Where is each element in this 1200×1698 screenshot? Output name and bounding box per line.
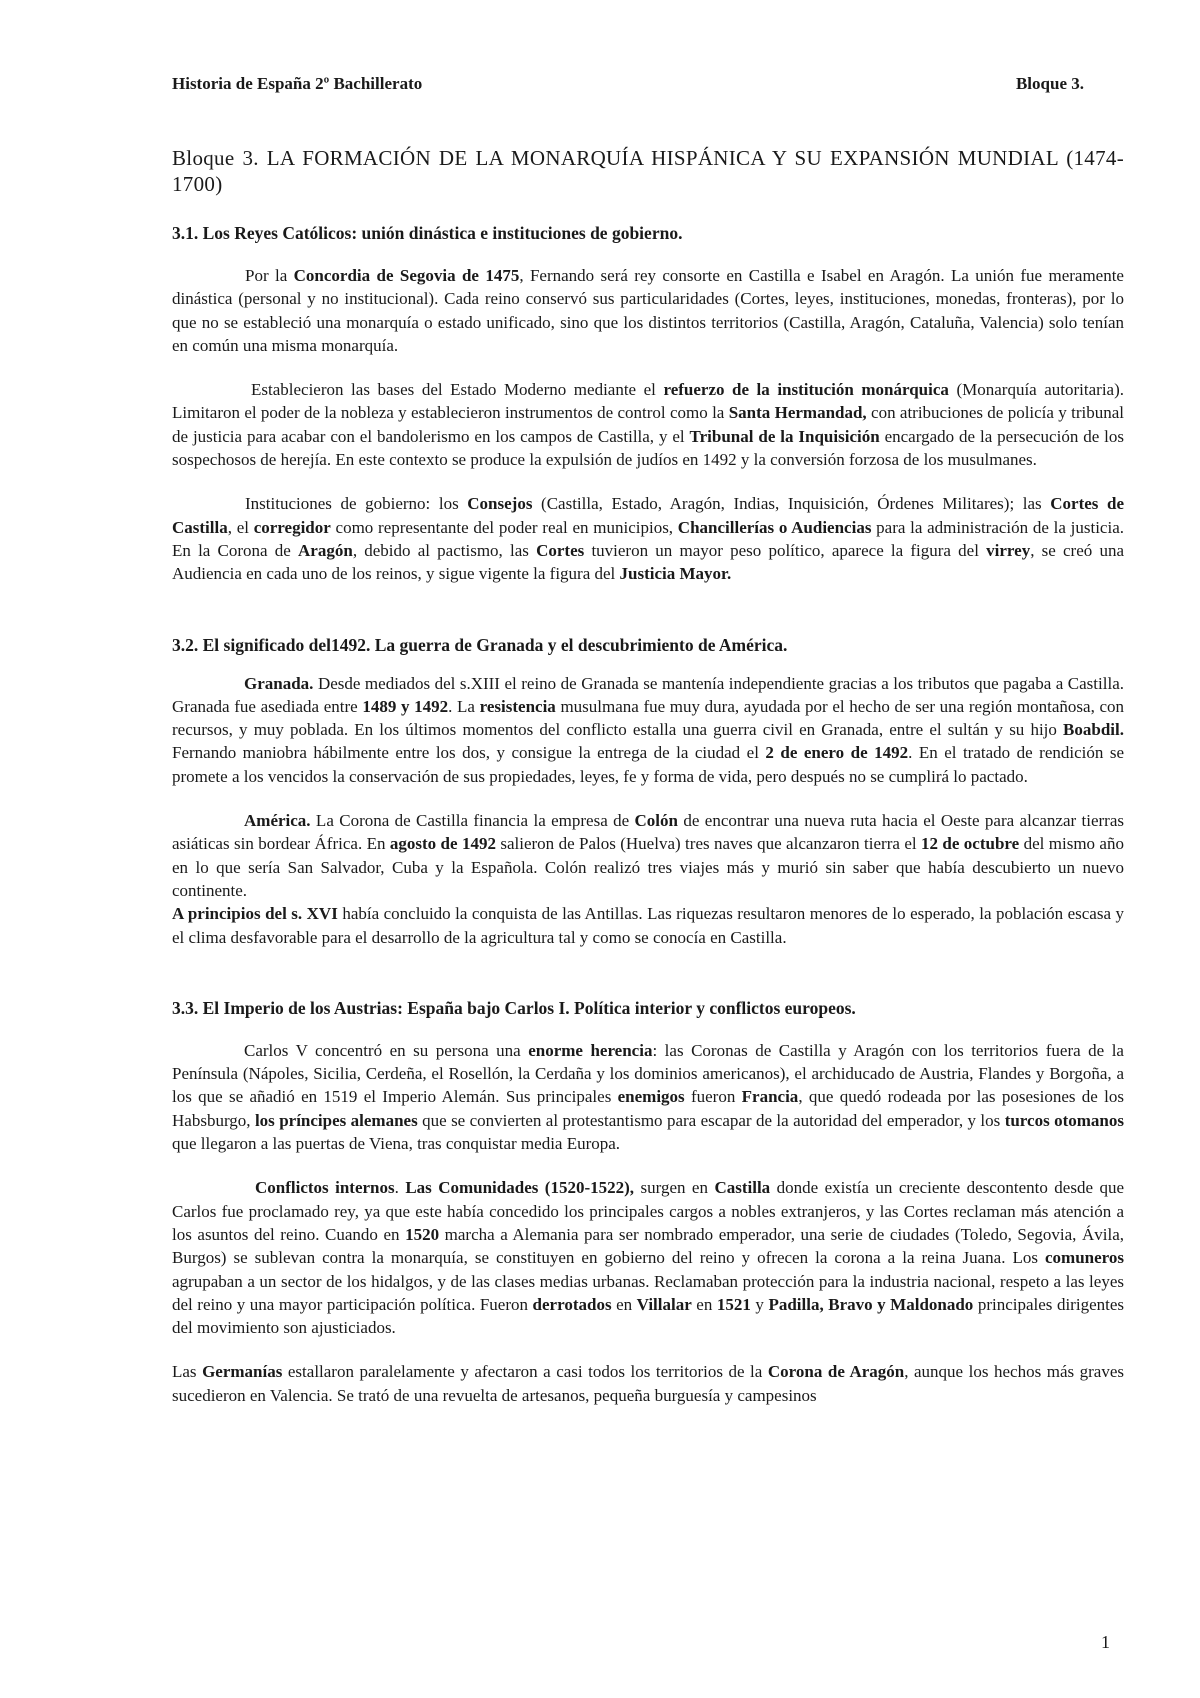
header-course: Historia de España 2º Bachillerato [172,74,423,93]
section-heading-3-1: 3.1. Los Reyes Católicos: unión dinástica e instituciones de gobierno. [172,223,683,243]
paragraph: América. La Corona de Castilla financia la empresa de Colón de encontrar una nueva ruta hacia el Oeste para alcanzar tierras asiáticas sin bordear África. En agosto de 1492 salieron de Palos (Huelva) tres naves que alcanzaron tierra el 12 de octubre del mismo año en lo que sería San Salvador, Cuba y la Española. Colón realizó tres viajes más y murió sin saber que había descubierto un nuevo continente. [172,811,1125,900]
header-block: Bloque 3. [1015,74,1084,93]
page-header [172,74,1124,98]
paragraph: Instituciones de gobierno: los Consejos (Castilla, Estado, Aragón, Indias, Inquisición, Órdenes Militares); las Cortes de Castilla, el corregidor como representante del poder real en municipios, Chancillerías o Audiencias para la administración de la justicia. En la Corona de Aragón, debido al pactismo, las Cortes tuvieron un mayor peso político, aparece la figura del virrey, se creó una Audiencia en cada uno de los reinos, y sigue vigente la figura del Justicia Mayor. [172,494,1124,584]
page-number: 1 [1101,1632,1110,1652]
paragraph: Por la Concordia de Segovia de 1475, Fernando será rey consorte en Castilla e Isabel en Aragón. La unión fue meramente dinástica (personal y no institucional). Cada reino conservó sus particularidades (Cortes, leyes, instituciones, monedas, fronteras), por lo que no se estableció una monarquía o estado unificado, sino que los distintos territorios (Castilla, Aragón, Cataluña, Valencia) solo tenían en común una misma monarquía. [172,266,1124,355]
paragraph: Establecieron las bases del Estado Moderno mediante el refuerzo de la institución monárquica (Monarquía autoritaria). Limitaron el poder de la nobleza y establecieron instrumentos de control como la Santa Hermandad, con atribuciones de policía y tribunal de justicia para acabar con el bandolerismo en los campos de Castilla, y el Tribunal de la Inquisición encargado de la persecución de los sospechosos de herejía. En este contexto se produce la expulsión de judíos en 1492 y la conversión forzosa de los musulmanes. [172,380,1125,470]
paragraph: Granada. Desde mediados del s.XIII el reino de Granada se mantenía independiente gracias a los tributos que pagaba a Castilla. Granada fue asediada entre 1489 y 1492. La resistencia musulmana fue muy dura, ayudada por el hecho de ser una región montañosa, con recursos, y muy poblada. En los últimos momentos del conflicto estalla una guerra civil en Granada, entre el sultán y su hijo Boabdil. Fernando maniobra hábilmente entre los dos, y consigue la entrega de la ciudad el 2 de enero de 1492. En el tratado de rendición se promete a los vencidos la conservación de sus propiedades, leyes, fe y forma de vida, pero después no se cumplirá lo pactado. [172,673,1125,786]
document-page [172,0,1124,1698]
section-heading-3-3: 3.3. El Imperio de los Austrias: España bajo Carlos I. Política interior y conflictos europeos. [172,997,856,1018]
paragraph: Las Germanías estallaron paralelamente y afectaron a casi todos los territorios de la Corona de Aragón, aunque los hechos más graves sucedieron en Valencia. Se trató de una revuelta de artesanos, pequeña burguesía y campesinos [172,1362,1125,1405]
paragraph: Conflictos internos. Las Comunidades (1520-1522), surgen en Castilla donde existía un creciente descontento desde que Carlos fue proclamado rey, ya que este había concedido los principales cargos a nobles extranjeros, y las Cortes reclaman más atención a los asuntos del reino. Cuando en 1520 marcha a Alemania para ser nombrado emperador, una serie de ciudades (Toledo, Segovia, Ávila, Burgos) se sublevan contra la monarquía, se constituyen en gobierno del reino y ofrecen la corona a la reina Juana. Los comuneros agrupaban a un sector de los hidalgos, y de las clases medias urbanas. Reclamaban protección para la industria nacional, respeto a las leyes del reino y una mayor participación política. Fueron derrotados en Villalar en 1521 y Padilla, Bravo y Maldonado principales dirigentes del movimiento son ajusticiados. [172,1178,1124,1338]
paragraph: A principios del s. XVI había concluido la conquista de las Antillas. Las riquezas resultaron menores de lo esperado, la población escasa y el clima desfavorable para el desarrollo de la agricultura tal y como se conocía en Castilla. [172,904,1124,947]
paragraph: Carlos V concentró en su persona una enorme herencia: las Coronas de Castilla y Aragón con los territorios fuera de la Península (Nápoles, Sicilia, Cerdeña, el Rosellón, la Cerdaña y los dominios americanos), el archiducado de Austria, Flandes y Borgoña, a los que se añadió en 1519 el Imperio Alemán. Sus principales enemigos fueron Francia, que quedó rodeada por las posesiones de los Habsburgo, los príncipes alemanes que se convierten al protestantismo para escapar de la autoridad del emperador, y los turcos otomanos que llegaron a las puertas de Viena, tras conquistar media Europa. [172,1040,1124,1154]
section-heading-3-2: 3.2. El significado del1492. La guerra de Granada y el descubrimiento de América. [172,634,788,655]
document-title: Bloque 3. LA FORMACIÓN DE LA MONARQUÍA HISPÁNICA Y SU EXPANSIÓN MUNDIAL (1474-1700) [172,146,1124,196]
document-body [172,220,1124,1407]
